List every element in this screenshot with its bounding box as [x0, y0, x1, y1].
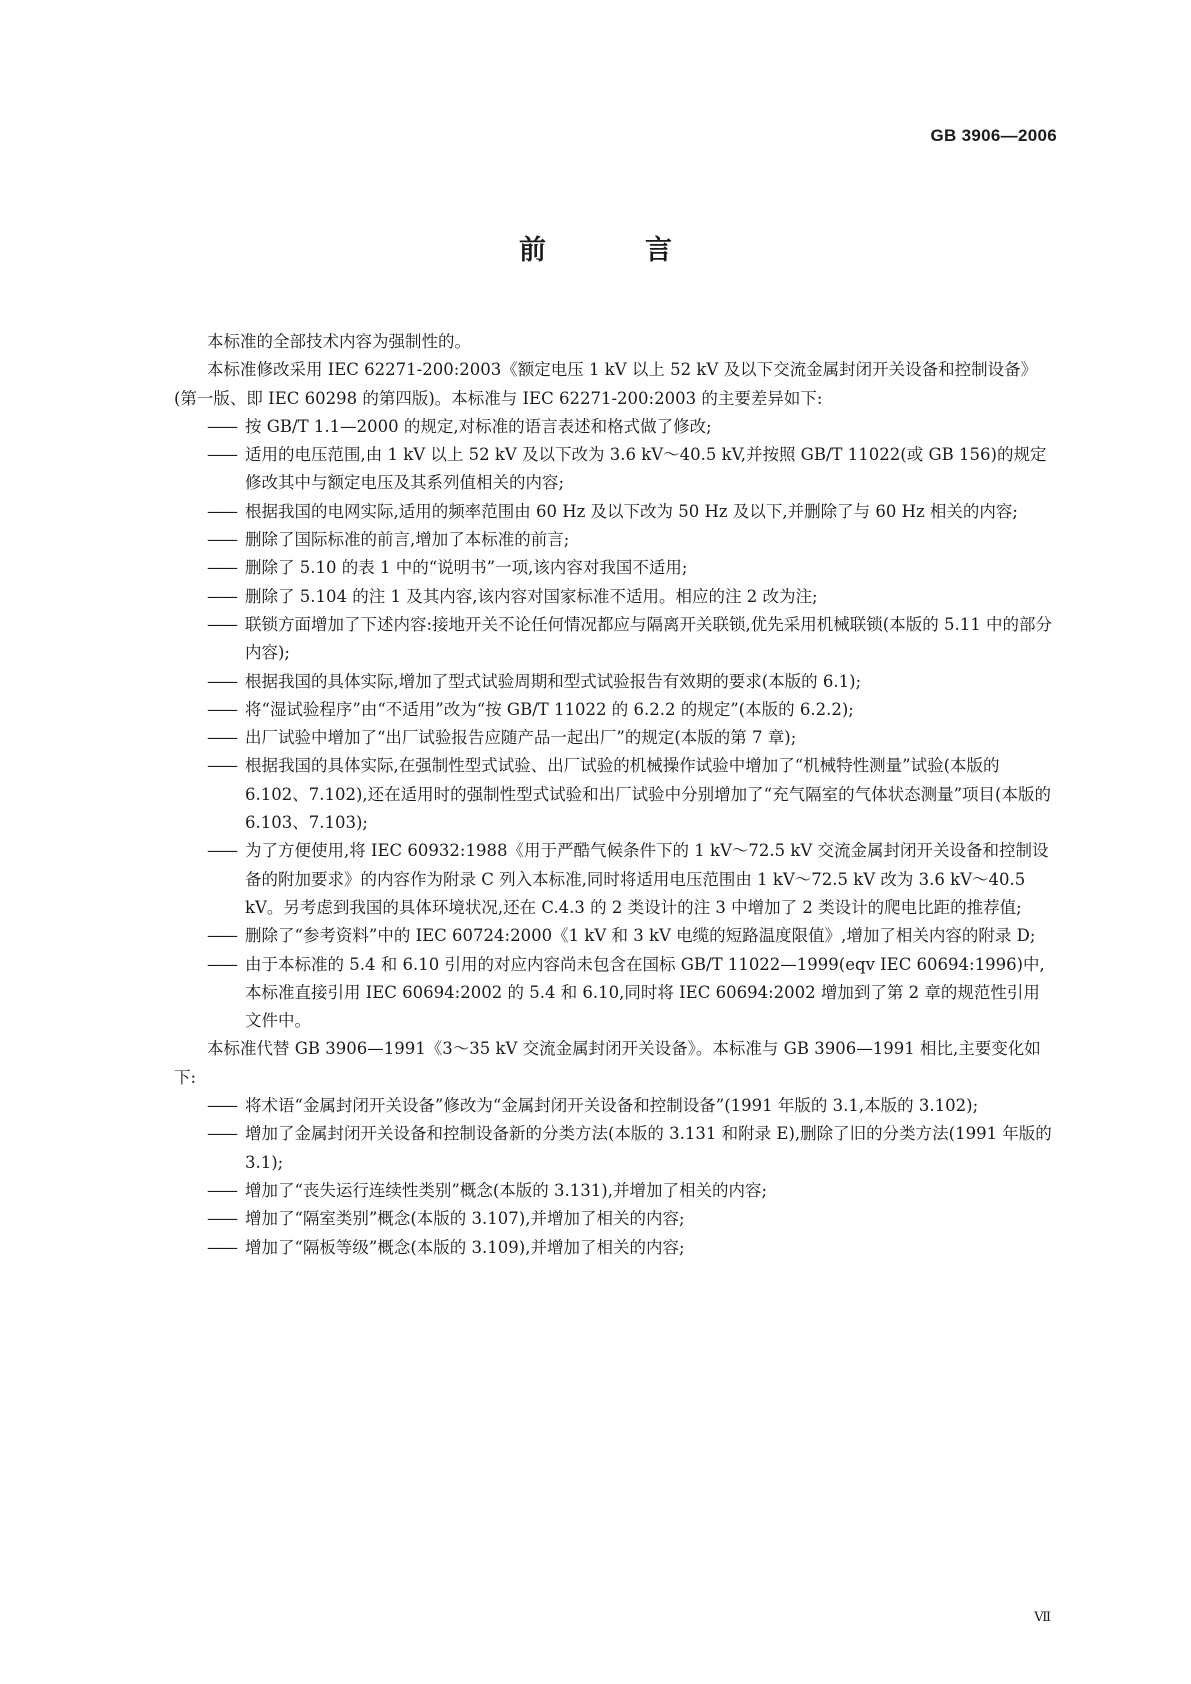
list-item	[174, 526, 1056, 554]
paragraph: 本标准修改采用 IEC 62271-200:2003《额定电压 1 kV 以上 52 kV 及以下交流金属封闭开关设备和控制设备》(第一版、即 IEC 60298 的第四版)。本标准与 IEC 62271-200:2003 的主要差异如下:	[174, 360, 1038, 408]
list-dash: ——	[207, 530, 236, 550]
paragraph: 本标准代替 GB 3906—1991《3～35 kV 交流金属封闭开关设备》。本标准与 GB 3906—1991 相比,主要变化如下:	[174, 1039, 1041, 1087]
list-dash: ——	[207, 416, 236, 436]
list-item-text: 删除了 5.10 的表 1 中的“说明书”一项,该内容对我国不适用;	[245, 558, 688, 578]
list-item-text: 增加了“丧失运行连续性类别”概念(本版的 3.131),并增加了相关的内容;	[245, 1180, 768, 1200]
list-dash: ——	[207, 1180, 236, 1200]
list-item-text: 删除了国际标准的前言,增加了本标准的前言;	[245, 530, 570, 550]
list-dash: ——	[207, 756, 236, 776]
list-dash: ——	[207, 1124, 236, 1144]
list-item	[174, 583, 1056, 611]
list-item-text: 将“湿试验程序”由“不适用”改为“按 GB/T 11022 的 6.2.2 的规定”(本版的 6.2.2);	[245, 699, 854, 719]
list-item	[174, 611, 1056, 668]
list-item-text: 删除了 5.104 的注 1 及其内容,该内容对国家标准不适用。相应的注 2 改为注;	[245, 586, 818, 606]
list-item-text: 由于本标准的 5.4 和 6.10 引用的对应内容尚未包含在国标 GB/T 11022—1999(eqv IEC 60694:1996)中,本标准直接引用 IEC 60694:2002 的 5.4 和 6.10,同时将 IEC 60694:2002 增加到了第 2 章的规范性引用文件中。	[245, 954, 1045, 1031]
list-dash: ——	[207, 1237, 236, 1257]
foreword-body	[174, 328, 1056, 1262]
list-dash: ——	[207, 445, 236, 465]
list-item-text: 根据我国的具体实际,在强制性型式试验、出厂试验的机械操作试验中增加了“机械特性测量”试验(本版的 6.102、7.102),还在适用时的强制性型式试验和出厂试验中分别增加了“充气隔室的气体状态测量”项目(本版的 6.103、7.103);	[245, 756, 1051, 833]
list-item	[174, 1120, 1056, 1177]
list-item	[174, 441, 1056, 498]
list-dash: ——	[207, 501, 236, 521]
list-dash: ——	[207, 1096, 236, 1116]
list-item	[174, 837, 1056, 922]
list-dash: ——	[207, 954, 236, 974]
list-item-text: 删除了“参考资料”中的 IEC 60724:2000《1 kV 和 3 kV 电缆的短路温度限值》,增加了相关内容的附录 D;	[245, 926, 1036, 946]
list-item	[174, 554, 1056, 582]
list-dash: ——	[207, 586, 236, 606]
list-item	[174, 1092, 1056, 1120]
list-item	[174, 1177, 1056, 1205]
list-dash: ——	[207, 926, 236, 946]
list-item-text: 联锁方面增加了下述内容:接地开关不论任何情况都应与隔离开关联锁,优先采用机械联锁(本版的 5.11 中的部分内容);	[245, 614, 1052, 663]
paragraph: 本标准的全部技术内容为强制性的。	[207, 332, 471, 351]
list-item-text: 根据我国的具体实际,增加了型式试验周期和型式试验报告有效期的要求(本版的 6.1);	[245, 671, 862, 691]
list-item	[174, 1205, 1056, 1233]
list-item-text: 将术语“金属封闭开关设备”修改为“金属封闭开关设备和控制设备”(1991 年版的 3.1,本版的 3.102);	[245, 1096, 979, 1116]
list-item-text: 出厂试验中增加了“出厂试验报告应随产品一起出厂”的规定(本版的第 7 章);	[245, 728, 797, 748]
page-number: Ⅶ	[1034, 1610, 1051, 1625]
section-title: 前 言	[519, 235, 708, 266]
list-dash: ——	[207, 614, 236, 634]
list-item-text: 根据我国的电网实际,适用的频率范围由 60 Hz 及以下改为 50 Hz 及以下,并删除了与 60 Hz 相关的内容;	[245, 501, 1018, 521]
list-dash: ——	[207, 699, 236, 719]
list-dash: ——	[207, 1209, 236, 1229]
standard-code: GB 3906—2006	[930, 126, 1057, 145]
list-dash: ——	[207, 841, 236, 861]
list-item-text: 为了方便使用,将 IEC 60932:1988《用于严酷气候条件下的 1 kV～72.5 kV 交流金属封闭开关设备和控制设备的附加要求》的内容作为附录 C 列入本标准,同时将适用电压范围由 1 kV～72.5 kV 改为 3.6 kV～40.5 kV。另考虑到我国的具体环境状况,还在 C.4.3 的 2 类设计的注 3 中增加了 2 类设计的爬电比距的推荐值;	[245, 841, 1049, 917]
list-item	[174, 752, 1056, 837]
list-item	[174, 951, 1056, 1036]
list-item-text: 增加了金属封闭开关设备和控制设备新的分类方法(本版的 3.131 和附录 E),删除了旧的分类方法(1991 年版的 3.1);	[245, 1124, 1052, 1172]
list-item	[174, 922, 1056, 950]
list-dash: ——	[207, 558, 236, 578]
list-dash: ——	[207, 728, 236, 748]
list-item	[174, 413, 1056, 441]
list-item	[174, 1234, 1056, 1262]
list-item-text: 按 GB/T 1.1—2000 的规定,对标准的语言表述和格式做了修改;	[245, 416, 712, 436]
list-item-text: 增加了“隔室类别”概念(本版的 3.107),并增加了相关的内容;	[245, 1209, 685, 1229]
list-item	[174, 668, 1056, 696]
list-item	[174, 498, 1056, 526]
list-item-text: 适用的电压范围,由 1 kV 以上 52 kV 及以下改为 3.6 kV～40.5 kV,并按照 GB/T 11022(或 GB 156)的规定修改其中与额定电压及其系列值相关的内容;	[245, 445, 1047, 493]
list-dash: ——	[207, 671, 236, 691]
list-item-text: 增加了“隔板等级”概念(本版的 3.109),并增加了相关的内容;	[245, 1237, 685, 1257]
list-item	[174, 724, 1056, 752]
list-item	[174, 696, 1056, 724]
